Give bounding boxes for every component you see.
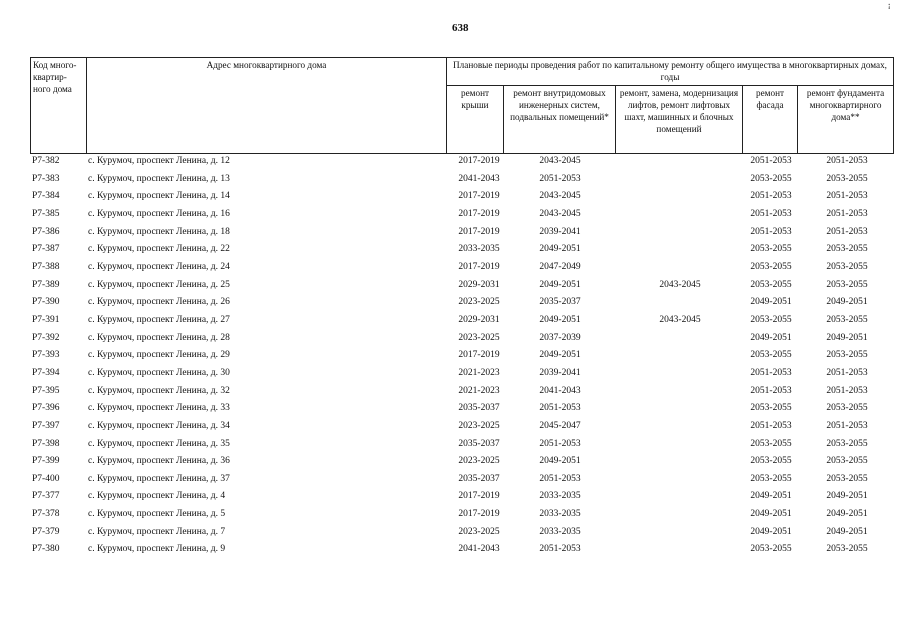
cell-roof: 2035-2037 [458,403,500,414]
cell-foundation: 2051-2053 [826,208,868,219]
cell-facade: 2051-2053 [750,420,792,431]
cell-facade: 2051-2053 [750,385,792,396]
header-lifts: ремонт, замена, модернизация лифтов, ремонт лифтовых шахт, машинных и блочных помещений [616,86,743,154]
cell-facade: 2049-2051 [750,509,792,520]
cell-address: с. Курумоч, проспект Ленина, д. 36 [88,456,230,467]
cell-code: Р7-382 [32,156,60,166]
cell-roof: 2017-2019 [458,261,500,272]
cell-address: с. Курумоч, проспект Ленина, д. 37 [88,473,230,484]
cell-roof: 2023-2025 [458,332,500,343]
table-row [30,225,893,243]
scan-speck-icon: ꜟ [887,2,891,14]
cell-facade: 2051-2053 [750,191,792,202]
table-body [30,154,893,560]
cell-foundation: 2051-2053 [826,367,868,378]
cell-roof: 2017-2019 [458,491,500,502]
cell-address: с. Курумоч, проспект Ленина, д. 14 [88,191,230,202]
cell-engineering: 2035-2037 [539,297,581,308]
cell-address: с. Курумоч, проспект Ленина, д. 9 [88,544,226,555]
table-row [30,472,893,490]
cell-roof: 2017-2019 [458,350,500,361]
cell-engineering: 2041-2043 [539,385,581,396]
cell-code: Р7-385 [32,208,60,219]
cell-engineering: 2049-2051 [539,279,581,290]
table-header [30,57,894,154]
table-row [30,384,893,402]
cell-code: Р7-388 [32,261,60,272]
cell-foundation: 2053-2055 [826,244,868,255]
cell-engineering: 2049-2051 [539,350,581,361]
cell-address: с. Курумоч, проспект Ленина, д. 13 [88,173,230,184]
table-row [30,489,893,507]
cell-foundation: 2049-2051 [826,297,868,308]
cell-facade: 2049-2051 [750,526,792,537]
cell-address: с. Курумоч, проспект Ленина, д. 30 [88,367,230,378]
cell-facade: 2053-2055 [750,244,792,255]
cell-facade: 2051-2053 [750,226,792,237]
table-row [30,331,893,349]
header-code: Код много- квартир- ного дома [31,58,87,154]
cell-facade: 2049-2051 [750,332,792,343]
cell-facade: 2053-2055 [750,261,792,272]
cell-facade: 2053-2055 [750,279,792,290]
page-number: 638 [452,22,469,34]
cell-roof: 2029-2031 [458,279,500,290]
cell-engineering: 2047-2049 [539,261,581,272]
cell-lifts: 2043-2045 [659,314,701,325]
cell-foundation: 2053-2055 [826,350,868,361]
cell-facade: 2053-2055 [750,473,792,484]
table-row [30,437,893,455]
cell-roof: 2023-2025 [458,297,500,308]
cell-foundation: 2053-2055 [826,473,868,484]
cell-address: с. Курумоч, проспект Ленина, д. 5 [88,509,226,520]
cell-facade: 2049-2051 [750,491,792,502]
table-row [30,419,893,437]
cell-address: с. Курумоч, проспект Ленина, д. 18 [88,226,230,237]
cell-roof: 2041-2043 [458,173,500,184]
cell-facade: 2053-2055 [750,438,792,449]
cell-roof: 2017-2019 [458,509,500,520]
cell-foundation: 2051-2053 [826,385,868,396]
cell-facade: 2053-2055 [750,350,792,361]
cell-engineering: 2051-2053 [539,438,581,449]
cell-roof: 2035-2037 [458,438,500,449]
cell-address: с. Курумоч, проспект Ленина, д. 16 [88,208,230,219]
cell-facade: 2051-2053 [750,208,792,219]
table-row [30,542,893,560]
cell-address: с. Курумоч, проспект Ленина, д. 22 [88,244,230,255]
cell-code: Р7-380 [32,544,60,555]
cell-foundation: 2051-2053 [826,420,868,431]
cell-engineering: 2033-2035 [539,526,581,537]
cell-code: Р7-386 [32,226,60,237]
cell-address: с. Курумоч, проспект Ленина, д. 32 [88,385,230,396]
cell-foundation: 2053-2055 [826,314,868,325]
cell-code: Р7-391 [32,314,60,325]
cell-facade: 2053-2055 [750,173,792,184]
table-row [30,207,893,225]
cell-address: с. Курумоч, проспект Ленина, д. 4 [88,491,226,502]
table-row [30,172,893,190]
header-foundation: ремонт фундамента многоквартирного дома** [798,86,894,154]
cell-engineering: 2039-2041 [539,367,581,378]
cell-facade: 2053-2055 [750,403,792,414]
cell-roof: 2017-2019 [458,208,500,219]
cell-address: с. Курумоч, проспект Ленина, д. 25 [88,279,230,290]
cell-foundation: 2053-2055 [826,173,868,184]
cell-engineering: 2049-2051 [539,244,581,255]
cell-address: с. Курумоч, проспект Ленина, д. 28 [88,332,230,343]
cell-engineering: 2033-2035 [539,491,581,502]
cell-code: Р7-389 [32,279,60,290]
cell-facade: 2049-2051 [750,297,792,308]
cell-foundation: 2049-2051 [826,491,868,502]
cell-facade: 2053-2055 [750,456,792,467]
cell-foundation: 2053-2055 [826,403,868,414]
table-row [30,401,893,419]
cell-foundation: 2053-2055 [826,544,868,555]
table-row [30,507,893,525]
cell-address: с. Курумоч, проспект Ленина, д. 7 [88,526,226,537]
cell-code: Р7-393 [32,350,60,361]
cell-code: Р7-396 [32,403,60,414]
cell-facade: 2053-2055 [750,544,792,555]
table-row [30,278,893,296]
table-row [30,189,893,207]
cell-engineering: 2045-2047 [539,420,581,431]
cell-foundation: 2049-2051 [826,509,868,520]
cell-engineering: 2051-2053 [539,173,581,184]
cell-roof: 2041-2043 [458,544,500,555]
cell-code: Р7-384 [32,191,60,202]
cell-address: с. Курумоч, проспект Ленина, д. 24 [88,261,230,272]
cell-foundation: 2053-2055 [826,456,868,467]
cell-foundation: 2051-2053 [826,156,868,166]
table-row [30,348,893,366]
cell-facade: 2051-2053 [750,367,792,378]
cell-code: Р7-400 [32,473,60,484]
table-row [30,366,893,384]
cell-roof: 2017-2019 [458,191,500,202]
cell-roof: 2021-2023 [458,367,500,378]
cell-engineering: 2043-2045 [539,191,581,202]
header-roof: ремонт крыши [447,86,504,154]
cell-engineering: 2051-2053 [539,544,581,555]
cell-foundation: 2053-2055 [826,279,868,290]
cell-roof: 2035-2037 [458,473,500,484]
cell-foundation: 2049-2051 [826,332,868,343]
cell-roof: 2033-2035 [458,244,500,255]
cell-foundation: 2049-2051 [826,526,868,537]
table-row [30,154,893,172]
cell-roof: 2017-2019 [458,156,500,166]
cell-facade: 2053-2055 [750,314,792,325]
header-facade: ремонт фасада [743,86,798,154]
cell-engineering: 2039-2041 [539,226,581,237]
cell-engineering: 2049-2051 [539,314,581,325]
cell-code: Р7-390 [32,297,60,308]
cell-roof: 2029-2031 [458,314,500,325]
cell-roof: 2021-2023 [458,385,500,396]
cell-address: с. Курумоч, проспект Ленина, д. 26 [88,297,230,308]
cell-address: с. Курумоч, проспект Ленина, д. 27 [88,314,230,325]
cell-code: Р7-392 [32,332,60,343]
cell-code: Р7-399 [32,456,60,467]
cell-roof: 2023-2025 [458,420,500,431]
cell-engineering: 2051-2053 [539,473,581,484]
cell-engineering: 2033-2035 [539,509,581,520]
table-row [30,260,893,278]
cell-facade: 2051-2053 [750,156,792,166]
cell-code: Р7-378 [32,509,60,520]
cell-address: с. Курумоч, проспект Ленина, д. 29 [88,350,230,361]
header-engineering: ремонт внутридомовых инженерных систем, подвальных помещений* [504,86,616,154]
cell-code: Р7-387 [32,244,60,255]
cell-roof: 2023-2025 [458,456,500,467]
cell-code: Р7-397 [32,420,60,431]
cell-foundation: 2051-2053 [826,226,868,237]
cell-address: с. Курумоч, проспект Ленина, д. 12 [88,156,230,166]
cell-code: Р7-377 [32,491,60,502]
header-address: Адрес многоквартирного дома [87,58,447,154]
cell-foundation: 2053-2055 [826,261,868,272]
cell-code: Р7-395 [32,385,60,396]
cell-engineering: 2049-2051 [539,456,581,467]
table-row [30,295,893,313]
cell-address: с. Курумоч, проспект Ленина, д. 34 [88,420,230,431]
table-row [30,242,893,260]
cell-address: с. Курумоч, проспект Ленина, д. 33 [88,403,230,414]
cell-roof: 2023-2025 [458,526,500,537]
cell-roof: 2017-2019 [458,226,500,237]
cell-address: с. Курумоч, проспект Ленина, д. 35 [88,438,230,449]
cell-code: Р7-394 [32,367,60,378]
cell-engineering: 2051-2053 [539,403,581,414]
cell-engineering: 2037-2039 [539,332,581,343]
cell-foundation: 2051-2053 [826,191,868,202]
table-row [30,313,893,331]
table-row [30,454,893,472]
cell-code: Р7-379 [32,526,60,537]
cell-lifts: 2043-2045 [659,279,701,290]
cell-engineering: 2043-2045 [539,208,581,219]
cell-engineering: 2043-2045 [539,156,581,166]
cell-foundation: 2053-2055 [826,438,868,449]
header-periods: Плановые периоды проведения работ по капитальному ремонту общего имущества в многоквартирных домах, годы [447,58,894,86]
table-row [30,525,893,543]
cell-code: Р7-383 [32,173,60,184]
cell-code: Р7-398 [32,438,60,449]
